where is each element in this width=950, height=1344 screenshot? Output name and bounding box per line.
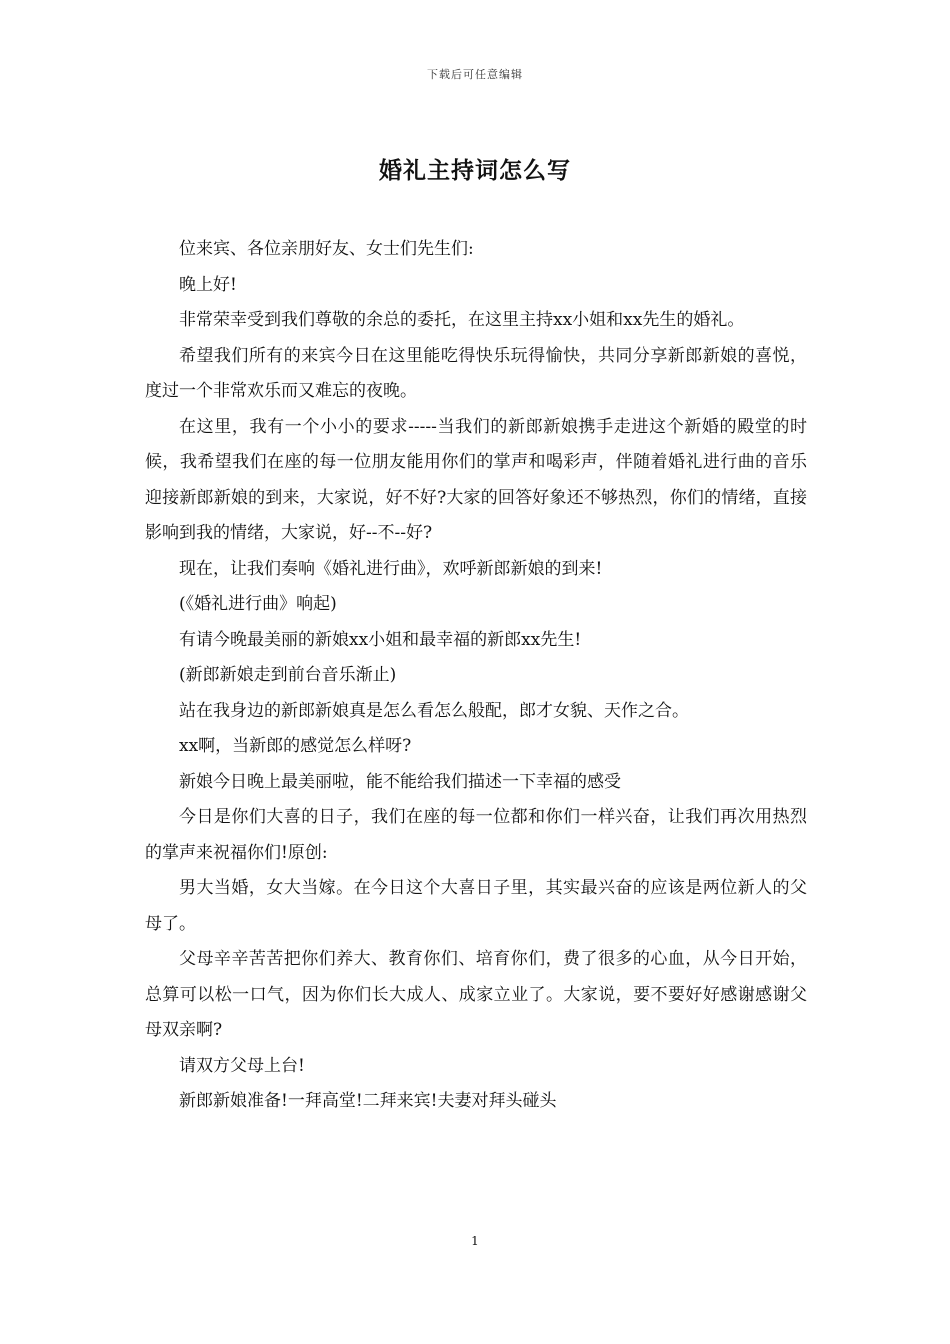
paragraph: 父母辛辛苦苦把你们养大、教育你们、培育你们，费了很多的心血，从今日开始，总算可以松一口气，因为你们长大成人、成家立业了。大家说，要不要好好感谢感谢父母双亲啊? (145, 949, 807, 1040)
paragraph: 现在，让我们奏响《婚礼进行曲》，欢呼新郎新娘的到来! (179, 558, 603, 579)
paragraph: (《婚礼进行曲》响起) (179, 594, 337, 614)
paragraph: xx啊，当新郎的感觉怎么样呀? (179, 736, 412, 756)
paragraph: 有请今晚最美丽的新娘xx小姐和最幸福的新郎xx先生! (179, 629, 582, 650)
document-body (145, 232, 807, 1120)
page-number: 1 (471, 1234, 479, 1248)
paragraph: 非常荣幸受到我们尊敬的余总的委托，在这里主持xx小姐和xx先生的婚礼。 (179, 310, 745, 330)
paragraph: 男大当婚，女大当嫁。在今日这个大喜日子里，其实最兴奋的应该是两位新人的父母了。 (145, 878, 807, 934)
header-note: 下载后可任意编辑 (427, 68, 523, 81)
paragraph: 站在我身边的新郎新娘真是怎么看怎么般配，郎才女貌、天作之合。 (179, 700, 689, 721)
paragraph: 新郎新娘准备!一拜高堂!二拜来宾!夫妻对拜头碰头 (179, 1091, 557, 1111)
document-title: 婚礼主持词怎么写 (379, 157, 571, 184)
paragraph: 今日是你们大喜的日子，我们在座的每一位都和你们一样兴奋，让我们再次用热烈的掌声来祝福你们!原创: (145, 807, 807, 863)
paragraph: 位来宾、各位亲朋好友、女士们先生们: (179, 239, 474, 259)
paragraph: 新娘今日晚上最美丽啦，能不能给我们描述一下幸福的感受 (179, 771, 621, 792)
paragraph: 晚上好! (179, 274, 237, 295)
paragraph: 希望我们所有的来宾今日在这里能吃得快乐玩得愉快，共同分享新郎新娘的喜悦，度过一个非常欢乐而又难忘的夜晚。 (145, 345, 807, 401)
paragraph: 请双方父母上台! (179, 1055, 305, 1076)
paragraph: 在这里，我有一个小小的要求-----当我们的新郎新娘携手走进这个新婚的殿堂的时候，我希望我们在座的每一位朋友能用你们的掌声和喝彩声，伴随着婚礼进行曲的音乐迎接新郎新娘的到来，大家说，好不好?大家的回答好象还不够热烈，你们的情绪，直接影响到我的情绪，大家说，好--不--好? (145, 416, 807, 543)
paragraph: (新郎新娘走到前台音乐渐止) (179, 665, 397, 685)
